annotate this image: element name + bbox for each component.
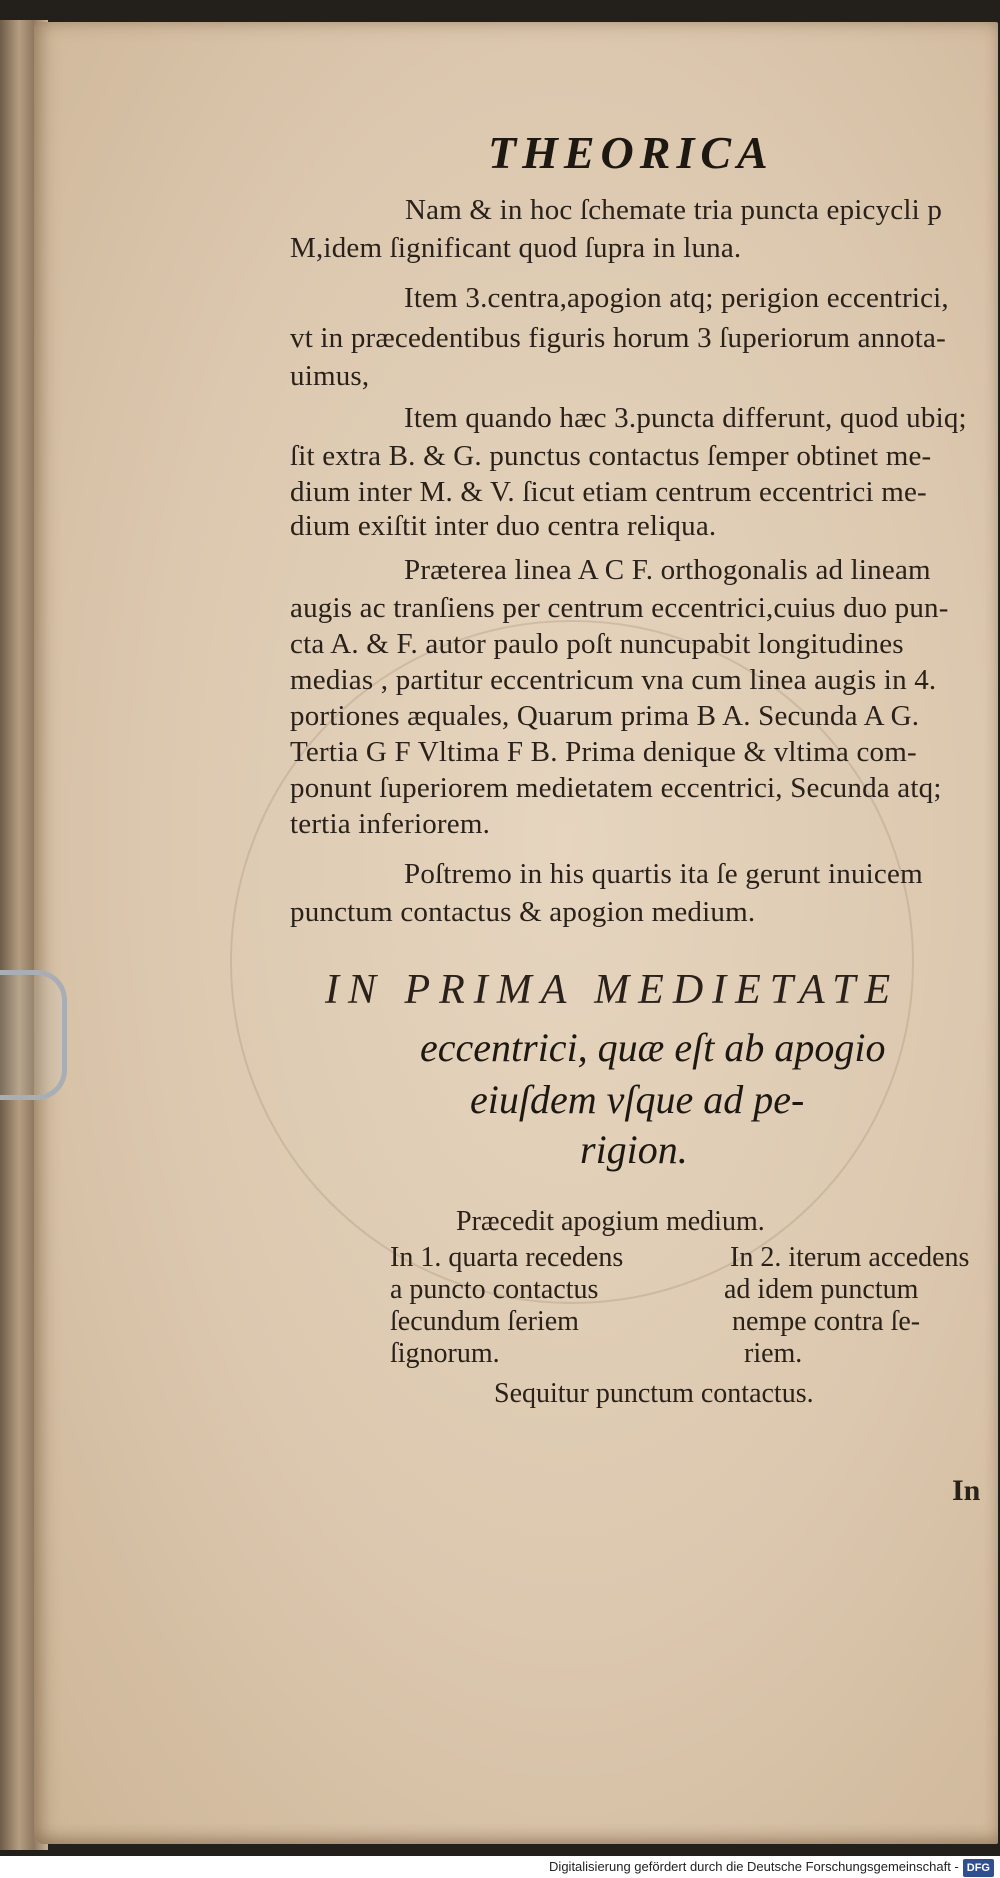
text-line: cta A. & F. autor paulo poſt nuncupabit longitudines bbox=[290, 628, 904, 660]
section-title-caps: IN PRIMA MEDIETATE bbox=[325, 967, 900, 1013]
text-line: Poſtremo in his quartis ita ſe gerunt inuicem bbox=[404, 858, 923, 890]
text-line: Præterea linea A C F. orthogonalis ad lineam bbox=[404, 554, 931, 586]
footer-credit: Digitalisierung gefördert durch die Deutsche Forschungsgemeinschaft - bbox=[549, 1859, 959, 1874]
table-bottom-line: Sequitur punctum contactus. bbox=[494, 1378, 814, 1409]
text-line: Nam & in hoc ſchemate tria puncta epicycli p bbox=[405, 194, 943, 226]
text-line: dium exiſtit inter duo centra reliqua. bbox=[290, 510, 717, 542]
running-heading: THEORICA bbox=[488, 127, 774, 178]
table-left-cell: ſecundum ſeriem bbox=[390, 1306, 579, 1337]
section-title-line: eiuſdem vſque ad pe- bbox=[470, 1077, 805, 1122]
dfg-logo: DFG bbox=[963, 1859, 994, 1877]
text-line: punctum contactus & apogion medium. bbox=[290, 896, 756, 928]
text-line: portiones æquales, Quarum prima B A. Secunda A G. bbox=[290, 700, 920, 732]
text-line: tertia inferiorem. bbox=[290, 808, 491, 840]
text-line: M,idem ſignificant quod ſupra in luna. bbox=[290, 232, 742, 264]
text-line: ponunt ſuperiorem medietatem eccentrici, Secunda atq; bbox=[290, 772, 942, 804]
table-right-cell: In 2. iterum accedens bbox=[730, 1242, 970, 1273]
table-right-cell: riem. bbox=[744, 1338, 803, 1369]
table-left-cell: ſignorum. bbox=[390, 1338, 500, 1369]
text-line: Tertia G F Vltima F B. Prima denique & vltima com- bbox=[290, 736, 917, 768]
section-title-line: eccentrici, quæ eſt ab apogio bbox=[420, 1025, 886, 1070]
catchword: In bbox=[952, 1474, 981, 1507]
text-line: Item 3.centra,apogion atq; perigion eccentrici, bbox=[404, 282, 949, 314]
section-title-line: rigion. bbox=[580, 1127, 688, 1172]
text-line: medias , partitur eccentricum vna cum linea augis in 4. bbox=[290, 664, 937, 696]
text-line: vt in præcedentibus figuris horum 3 ſuperiorum annota- bbox=[290, 322, 946, 354]
table-left-cell: a puncto contactus bbox=[390, 1274, 599, 1305]
text-line: ſit extra B. & G. punctus contactus ſemper obtinet me- bbox=[290, 440, 932, 472]
table-right-cell: ad idem punctum bbox=[724, 1274, 919, 1305]
text-line: dium inter M. & V. ſicut etiam centrum eccentrici me- bbox=[290, 476, 927, 508]
table-left-cell: In 1. quarta recedens bbox=[390, 1242, 624, 1273]
table-right-cell: nempe contra ſe- bbox=[732, 1306, 921, 1337]
text-line: augis ac tranſiens per centrum eccentrici,cuius duo pun- bbox=[290, 592, 949, 624]
text-line: uimus, bbox=[290, 360, 370, 392]
text-line: Item quando hæc 3.puncta differunt, quod ubiq; bbox=[404, 402, 967, 434]
page-clip bbox=[0, 970, 67, 1100]
table-top-line: Præcedit apogium medium. bbox=[456, 1206, 765, 1237]
digitization-footer bbox=[0, 1856, 1000, 1878]
